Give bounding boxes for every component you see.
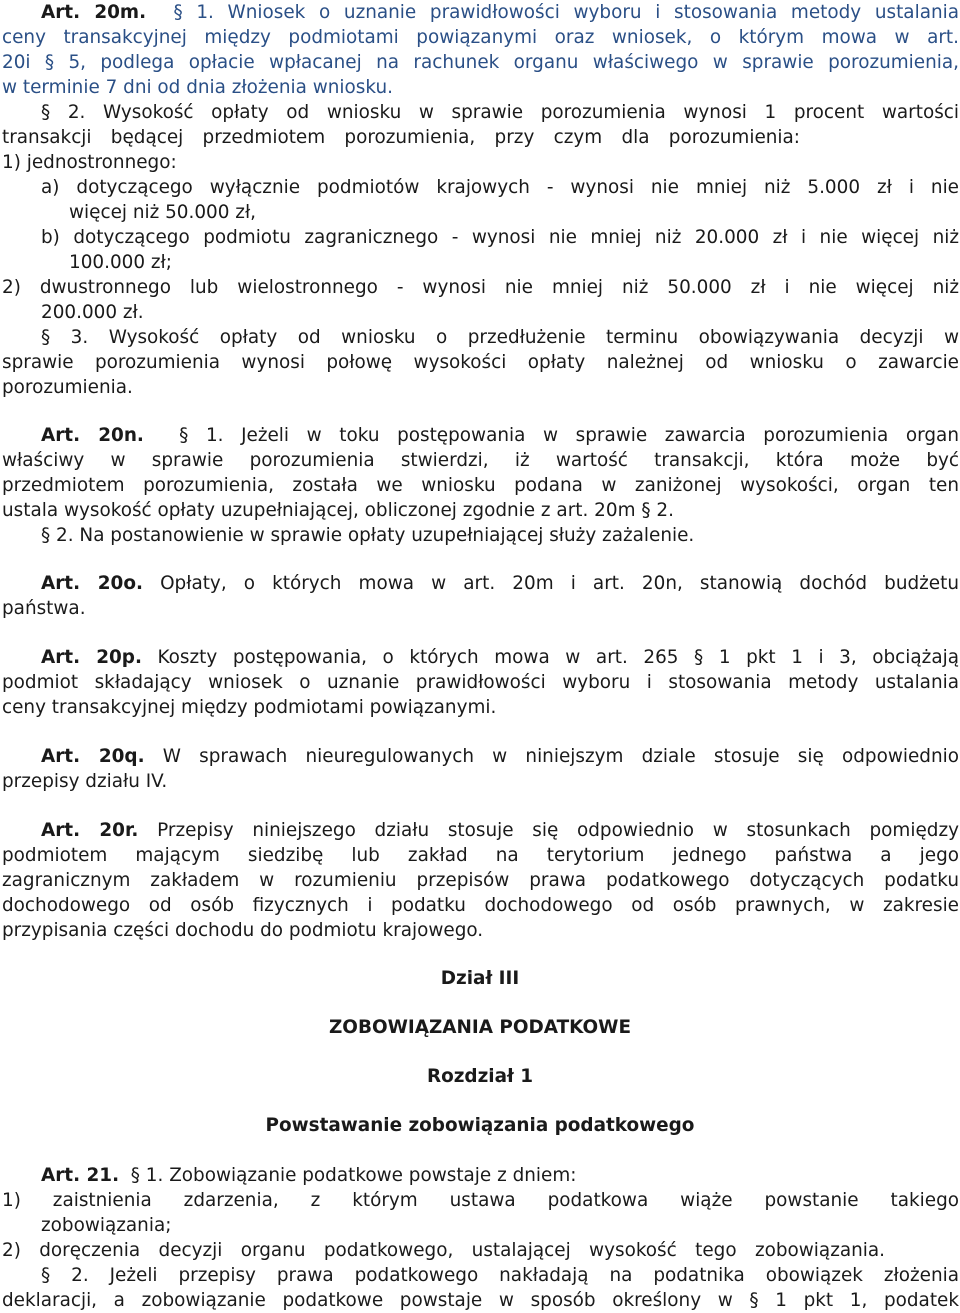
art21-line-1: [41, 1164, 959, 1188]
art20r-line-3: zagranicznym zakładem w rozumieniu przepisów prawa podatkowego dotyczących podatku: [2, 870, 959, 891]
article-label: Art. 20n.: [41, 425, 144, 446]
paragraph-text: § 1. Zobowiązanie podatkowe powstaje z dniem:: [130, 1165, 577, 1186]
paragraph-text: Koszty postępowania, o których mowa w art. 265 § 1 pkt 1 i 3, obciążają: [157, 647, 959, 668]
art20m-p3-line-2: sprawie porozumienia wynosi połowę wysokości opłaty należnej od wniosku o zawarcie: [2, 352, 959, 373]
art20m-p2-item-b-cont: 100.000 zł;: [69, 252, 172, 273]
article-label: Art. 20m.: [41, 2, 147, 23]
art20n-line-3: przedmiotem porozumienia, została we wniosku podana w zaniżonej wysokości, organ ten: [2, 475, 959, 496]
division-heading: Dział III: [440, 968, 520, 989]
art20p-line-1: [41, 646, 959, 670]
article-label: Art. 20r.: [41, 820, 139, 841]
art20r-line-1: [41, 819, 959, 843]
paragraph-text: § 1. Jeżeli w toku postępowania w sprawie zawarcia porozumienia organ: [179, 425, 959, 446]
art21-p2-line-2: deklaracji, a zobowiązanie podatkowe powstaje w sposób określony w § 1 pkt 1, podatek: [2, 1290, 959, 1311]
art20m-p2-line-1: § 2. Wysokość opłaty od wniosku w sprawie porozumienia wynosi 1 procent wartości: [41, 102, 959, 123]
art21-item-2: 2) doręczenia decyzji organu podatkowego, ustalającej wysokość tego zobowiązania.: [2, 1240, 885, 1261]
article-label: Art. 21.: [41, 1165, 120, 1186]
art21-item-1: 1) zaistnienia zdarzenia, z którym ustawa podatkowa wiąże powstanie takiego: [2, 1190, 959, 1211]
division-title: ZOBOWIĄZANIA PODATKOWE: [328, 1017, 632, 1038]
art20m-p2-item-2-cont: 200.000 zł.: [41, 302, 144, 323]
article-label: Art. 20q.: [41, 746, 145, 767]
chapter-title: Powstawanie zobowiązania podatkowego: [265, 1115, 695, 1136]
art20m-line-3: 20i § 5, podlega opłacie wpłacanej na rachunek organu właściwego w sprawie porozumienia,: [2, 52, 959, 73]
art20m-line-1: [41, 1, 959, 25]
art20m-p2-item-2: 2) dwustronnego lub wielostronnego - wynosi nie mniej niż 50.000 zł i nie więcej niż: [2, 277, 959, 298]
art21-item-1-cont: zobowiązania;: [41, 1215, 172, 1236]
article-label: Art. 20o.: [41, 573, 143, 594]
art20p-line-2: podmiot składający wniosek o uznanie prawidłowości wyboru i stosowania metody ustalania: [2, 672, 959, 693]
article-label: Art. 20p.: [41, 647, 142, 668]
paragraph-text: W sprawach nieuregulowanych w niniejszym dziale stosuje się odpowiednio: [162, 746, 959, 767]
art20m-p2-item-a: a) dotyczącego wyłącznie podmiotów krajowych - wynosi nie mniej niż 5.000 zł i nie: [41, 177, 959, 198]
art20n-line-5: § 2. Na postanowienie w sprawie opłaty uzupełniającej służy zażalenie.: [41, 525, 695, 546]
art20o-line-2: państwa.: [2, 598, 86, 619]
art20m-p2-line-2: transakcji będącej przedmiotem porozumienia, przy czym dla porozumienia:: [2, 127, 800, 148]
art20n-line-4: ustala wysokość opłaty uzupełniającej, obliczonej zgodnie z art. 20m § 2.: [2, 500, 674, 521]
chapter-heading: Rozdział 1: [426, 1066, 534, 1087]
art20n-line-2: właściwy w sprawie porozumienia stwierdzi, iż wartość transakcji, która może być: [2, 450, 959, 471]
art20m-line-4: w terminie 7 dni od dnia złożenia wniosku.: [2, 77, 393, 98]
art20m-p2-item-b: b) dotyczącego podmiotu zagranicznego - wynosi nie mniej niż 20.000 zł i nie więcej niż: [41, 227, 959, 248]
art20m-p3-line-3: porozumienia.: [2, 377, 133, 398]
paragraph-text: 1. Wniosek o uznanie prawidłowości wyboru i stosowania metody ustalania: [182, 2, 959, 23]
section-symbol: §: [173, 2, 183, 23]
art20q-line-1: [41, 745, 959, 769]
art20m-p2-item-a-cont: więcej niż 50.000 zł,: [69, 202, 257, 223]
art20m-line-2: ceny transakcyjnej między podmiotami powiązanymi oraz wniosek, o którym mowa w art.: [2, 27, 959, 48]
art21-p2-line-1: § 2. Jeżeli przepisy prawa podatkowego nakładają na podatnika obowiązek złożenia: [41, 1265, 959, 1286]
art20r-line-2: podmiotem mającym siedzibę lub zakład na terytorium jednego państwa a jego: [2, 845, 959, 866]
paragraph-text: Opłaty, o których mowa w art. 20m i art. 20n, stanowią dochód budżetu: [160, 573, 959, 594]
art20q-line-2: przepisy działu IV.: [2, 771, 168, 792]
art20n-line-1: [41, 424, 959, 448]
art20r-line-4: dochodowego od osób fizycznych i podatku dochodowego od osób prawnych, w zakresie: [2, 895, 959, 916]
paragraph-text: Przepisy niniejszego działu stosuje się odpowiednio w stosunkach pomiędzy: [157, 820, 959, 841]
art20o-line-1: [41, 572, 959, 596]
art20m-p2-item-1: 1) jednostronnego:: [2, 152, 177, 173]
art20m-p3-line-1: § 3. Wysokość opłaty od wniosku o przedłużenie terminu obowiązywania decyzji w: [41, 327, 959, 348]
art20r-line-5: przypisania części dochodu do podmiotu krajowego.: [2, 920, 484, 941]
art20p-line-3: ceny transakcyjnej między podmiotami powiązanymi.: [2, 697, 497, 718]
